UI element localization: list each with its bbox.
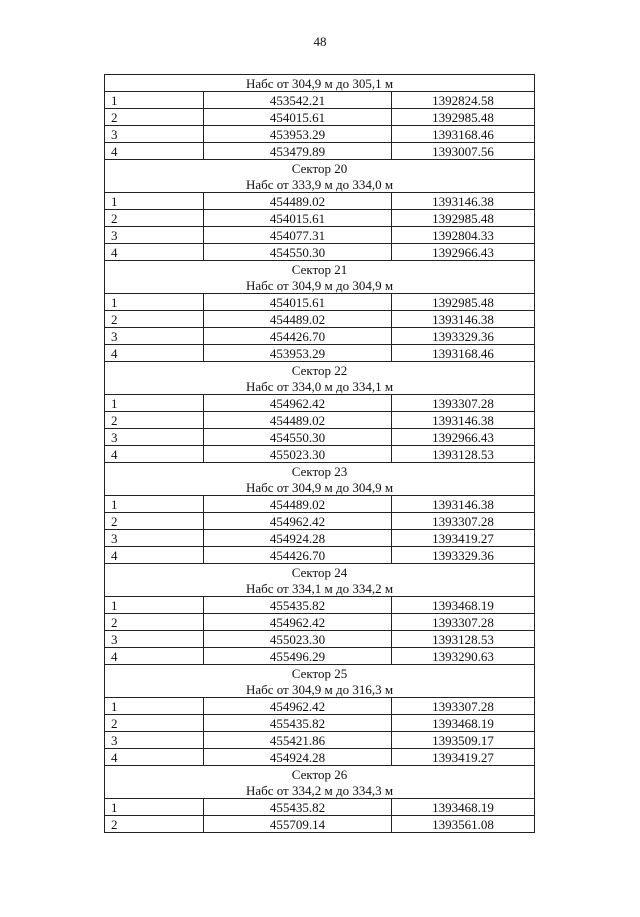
sector-title-row xyxy=(105,463,535,480)
sector-range-row xyxy=(105,378,535,395)
x-coordinate: 455023.30 xyxy=(204,631,392,648)
point-row xyxy=(105,749,535,766)
x-coordinate: 455435.82 xyxy=(204,715,392,732)
x-coordinate: 454924.28 xyxy=(204,749,392,766)
sector-range-row xyxy=(105,681,535,698)
x-coordinate: 454924.28 xyxy=(204,530,392,547)
x-coordinate: 455435.82 xyxy=(204,799,392,816)
point-number: 3 xyxy=(105,328,204,345)
x-coordinate: 453479.89 xyxy=(204,143,392,160)
x-coordinate: 453953.29 xyxy=(204,126,392,143)
point-row xyxy=(105,715,535,732)
sector-range-row xyxy=(105,176,535,193)
y-coordinate: 1393146.38 xyxy=(392,496,535,513)
x-coordinate: 455496.29 xyxy=(204,648,392,665)
sector-title: Сектор 21 xyxy=(105,261,535,278)
x-coordinate: 454015.61 xyxy=(204,294,392,311)
point-row xyxy=(105,496,535,513)
x-coordinate: 453953.29 xyxy=(204,345,392,362)
point-number: 3 xyxy=(105,227,204,244)
sector-title-row xyxy=(105,665,535,682)
y-coordinate: 1393290.63 xyxy=(392,648,535,665)
point-row xyxy=(105,143,535,160)
y-coordinate: 1393146.38 xyxy=(392,311,535,328)
point-number: 4 xyxy=(105,648,204,665)
point-number: 2 xyxy=(105,614,204,631)
y-coordinate: 1393468.19 xyxy=(392,597,535,614)
point-number: 4 xyxy=(105,143,204,160)
point-number: 3 xyxy=(105,429,204,446)
y-coordinate: 1393468.19 xyxy=(392,799,535,816)
x-coordinate: 454489.02 xyxy=(204,311,392,328)
point-row xyxy=(105,126,535,143)
y-coordinate: 1393146.38 xyxy=(392,193,535,210)
x-coordinate: 454962.42 xyxy=(204,614,392,631)
point-row xyxy=(105,597,535,614)
point-row xyxy=(105,294,535,311)
point-number: 1 xyxy=(105,799,204,816)
y-coordinate: 1393468.19 xyxy=(392,715,535,732)
sector-height-range: Набс от 304,9 м до 305,1 м xyxy=(105,75,535,92)
coordinates-table-body xyxy=(105,75,535,833)
y-coordinate: 1393128.53 xyxy=(392,631,535,648)
y-coordinate: 1392985.48 xyxy=(392,294,535,311)
point-number: 4 xyxy=(105,244,204,261)
sector-height-range: Набс от 334,2 м до 334,3 м xyxy=(105,782,535,799)
x-coordinate: 454962.42 xyxy=(204,395,392,412)
x-coordinate: 455435.82 xyxy=(204,597,392,614)
y-coordinate: 1393128.53 xyxy=(392,446,535,463)
point-row xyxy=(105,698,535,715)
point-row xyxy=(105,429,535,446)
point-row xyxy=(105,345,535,362)
point-number: 1 xyxy=(105,698,204,715)
y-coordinate: 1392824.58 xyxy=(392,92,535,109)
x-coordinate: 454489.02 xyxy=(204,193,392,210)
x-coordinate: 454550.30 xyxy=(204,244,392,261)
y-coordinate: 1393419.27 xyxy=(392,530,535,547)
point-row xyxy=(105,799,535,816)
sector-height-range: Набс от 304,9 м до 316,3 м xyxy=(105,681,535,698)
sector-title: Сектор 25 xyxy=(105,665,535,682)
point-number: 2 xyxy=(105,412,204,429)
x-coordinate: 455709.14 xyxy=(204,816,392,833)
sector-title: Сектор 26 xyxy=(105,766,535,783)
point-row xyxy=(105,816,535,833)
point-row xyxy=(105,311,535,328)
point-number: 4 xyxy=(105,749,204,766)
point-row xyxy=(105,193,535,210)
x-coordinate: 455023.30 xyxy=(204,446,392,463)
y-coordinate: 1392985.48 xyxy=(392,210,535,227)
point-number: 4 xyxy=(105,446,204,463)
point-number: 2 xyxy=(105,109,204,126)
point-row xyxy=(105,732,535,749)
point-row xyxy=(105,92,535,109)
x-coordinate: 454962.42 xyxy=(204,513,392,530)
y-coordinate: 1393509.17 xyxy=(392,732,535,749)
x-coordinate: 455421.86 xyxy=(204,732,392,749)
x-coordinate: 454962.42 xyxy=(204,698,392,715)
sector-range-row xyxy=(105,782,535,799)
sector-title: Сектор 23 xyxy=(105,463,535,480)
point-number: 2 xyxy=(105,513,204,530)
point-number: 2 xyxy=(105,210,204,227)
x-coordinate: 454550.30 xyxy=(204,429,392,446)
point-number: 4 xyxy=(105,345,204,362)
point-row xyxy=(105,547,535,564)
point-number: 3 xyxy=(105,530,204,547)
y-coordinate: 1393168.46 xyxy=(392,126,535,143)
x-coordinate: 454015.61 xyxy=(204,109,392,126)
y-coordinate: 1393307.28 xyxy=(392,395,535,412)
point-number: 1 xyxy=(105,496,204,513)
point-number: 1 xyxy=(105,193,204,210)
x-coordinate: 454426.70 xyxy=(204,328,392,345)
sector-range-row xyxy=(105,75,535,92)
x-coordinate: 454489.02 xyxy=(204,496,392,513)
sector-title: Сектор 20 xyxy=(105,160,535,177)
sector-height-range: Набс от 334,1 м до 334,2 м xyxy=(105,580,535,597)
point-number: 2 xyxy=(105,311,204,328)
point-number: 1 xyxy=(105,92,204,109)
x-coordinate: 454426.70 xyxy=(204,547,392,564)
point-number: 4 xyxy=(105,547,204,564)
sector-range-row xyxy=(105,580,535,597)
point-number: 2 xyxy=(105,715,204,732)
point-number: 1 xyxy=(105,597,204,614)
point-number: 3 xyxy=(105,126,204,143)
point-row xyxy=(105,631,535,648)
sector-title-row xyxy=(105,766,535,783)
point-row xyxy=(105,328,535,345)
sector-title-row xyxy=(105,261,535,278)
sector-title-row xyxy=(105,564,535,581)
point-row xyxy=(105,446,535,463)
sector-title-row xyxy=(105,362,535,379)
y-coordinate: 1392985.48 xyxy=(392,109,535,126)
y-coordinate: 1393168.46 xyxy=(392,345,535,362)
coordinates-table xyxy=(104,74,535,833)
point-row xyxy=(105,109,535,126)
x-coordinate: 454015.61 xyxy=(204,210,392,227)
y-coordinate: 1393419.27 xyxy=(392,749,535,766)
sector-title: Сектор 24 xyxy=(105,564,535,581)
sector-range-row xyxy=(105,277,535,294)
point-number: 2 xyxy=(105,816,204,833)
y-coordinate: 1393329.36 xyxy=(392,547,535,564)
sector-title-row xyxy=(105,160,535,177)
y-coordinate: 1392966.43 xyxy=(392,244,535,261)
x-coordinate: 453542.21 xyxy=(204,92,392,109)
point-row xyxy=(105,395,535,412)
sector-title: Сектор 22 xyxy=(105,362,535,379)
y-coordinate: 1393329.36 xyxy=(392,328,535,345)
y-coordinate: 1393146.38 xyxy=(392,412,535,429)
point-row xyxy=(105,648,535,665)
point-row xyxy=(105,210,535,227)
y-coordinate: 1393561.08 xyxy=(392,816,535,833)
sector-range-row xyxy=(105,479,535,496)
point-row xyxy=(105,227,535,244)
y-coordinate: 1393307.28 xyxy=(392,513,535,530)
point-number: 1 xyxy=(105,395,204,412)
y-coordinate: 1393307.28 xyxy=(392,614,535,631)
sector-height-range: Набс от 304,9 м до 304,9 м xyxy=(105,479,535,496)
point-row xyxy=(105,244,535,261)
sector-height-range: Набс от 333,9 м до 334,0 м xyxy=(105,176,535,193)
x-coordinate: 454077.31 xyxy=(204,227,392,244)
y-coordinate: 1393007.56 xyxy=(392,143,535,160)
y-coordinate: 1393307.28 xyxy=(392,698,535,715)
x-coordinate: 454489.02 xyxy=(204,412,392,429)
point-row xyxy=(105,513,535,530)
point-row xyxy=(105,614,535,631)
point-number: 1 xyxy=(105,294,204,311)
point-row xyxy=(105,412,535,429)
y-coordinate: 1392966.43 xyxy=(392,429,535,446)
point-number: 3 xyxy=(105,732,204,749)
sector-height-range: Набс от 304,9 м до 304,9 м xyxy=(105,277,535,294)
point-number: 3 xyxy=(105,631,204,648)
y-coordinate: 1392804.33 xyxy=(392,227,535,244)
sector-height-range: Набс от 334,0 м до 334,1 м xyxy=(105,378,535,395)
page-number: 48 xyxy=(313,34,327,49)
point-row xyxy=(105,530,535,547)
